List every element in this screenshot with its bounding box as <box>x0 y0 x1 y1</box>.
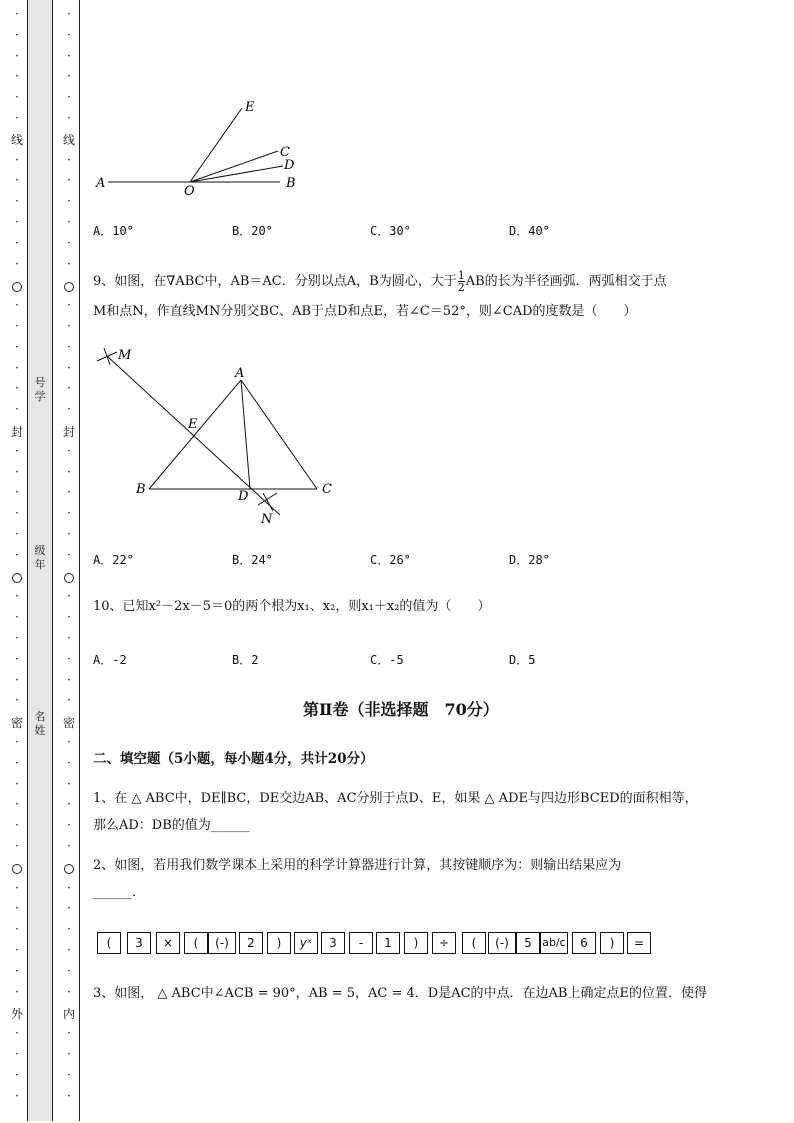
margin-dot: · <box>15 880 19 895</box>
margin-dot: · <box>15 755 19 770</box>
calc-key: ÷ <box>432 932 456 954</box>
margin-dot: · <box>15 256 19 271</box>
margin-dot: · <box>67 443 71 458</box>
margin-dot: · <box>67 984 71 999</box>
margin-circle-icon <box>12 864 22 874</box>
margin-char: 外 <box>10 1007 23 1021</box>
calc-key: 3 <box>321 932 345 954</box>
margin-char: 内 <box>62 1007 75 1021</box>
margin-circle-icon <box>12 573 22 583</box>
fig8-label-E: E <box>245 100 255 115</box>
margin-dot: · <box>67 547 71 562</box>
student-number-label: 号学 <box>34 376 46 403</box>
calc-key: 6 <box>572 932 596 954</box>
q10-text: 10、已知x²－2x－5＝0的两个根为x₁、x₂，则x₁＋x₂的值为（ ） <box>93 599 491 614</box>
margin-dot: · <box>15 381 19 396</box>
q8-option-b: B．20° <box>232 224 273 238</box>
margin-dot: · <box>67 506 71 521</box>
margin-dot: · <box>67 360 71 375</box>
margin-dot: · <box>15 693 19 708</box>
margin-dot: · <box>67 610 71 625</box>
q9-option-c: C．26° <box>370 553 411 567</box>
margin-dot: · <box>15 443 19 458</box>
margin-dot: · <box>15 547 19 562</box>
margin-dot: · <box>15 235 19 250</box>
margin-dot: · <box>67 7 71 21</box>
margin-dot: · <box>15 319 19 333</box>
margin-dot: · <box>67 943 71 957</box>
margin-dot: · <box>15 589 19 604</box>
margin-dot: · <box>67 319 71 333</box>
margin-dot: · <box>15 1067 19 1082</box>
figure-q8-angles <box>90 95 320 200</box>
fig8-label-A: A <box>96 176 106 191</box>
name-label: 名姓 <box>34 710 46 737</box>
fig8-label-D: D <box>284 158 295 173</box>
margin-dot: · <box>67 256 71 271</box>
margin-dot: · <box>67 1067 71 1082</box>
margin-dot: · <box>15 901 19 916</box>
margin-dot: · <box>67 797 71 812</box>
margin-dot: · <box>67 651 71 666</box>
margin-dot: · <box>67 381 71 396</box>
fill1-line1: 1、在 △ ABC中，DE∥BC，DE交边AB、AC分别于点D、E，如果 △ ADE与四边形BCED的面积相等， <box>93 791 698 806</box>
margin-dot: · <box>15 1047 19 1061</box>
margin-dot: · <box>15 485 19 500</box>
margin-dot: · <box>15 527 19 541</box>
fig9-label-M: M <box>118 348 132 363</box>
q8-option-c: C．30° <box>370 224 411 238</box>
margin-dot: · <box>67 693 71 708</box>
margin-dot: · <box>15 402 19 417</box>
margin-dot: · <box>15 1026 19 1041</box>
fig9-label-B: B <box>136 482 146 497</box>
q10-option-d: D．5 <box>509 653 536 667</box>
fig8-label-B: B <box>286 176 296 191</box>
margin-dot: · <box>15 69 19 84</box>
margin-dot: · <box>67 880 71 895</box>
fig9-label-C: C <box>322 482 332 497</box>
margin-dot: · <box>15 610 19 625</box>
margin-dot: · <box>15 215 19 229</box>
margin-dot: · <box>67 194 71 209</box>
margin-char: 线 <box>62 133 75 147</box>
margin-dot: · <box>15 360 19 375</box>
q8-option-a: A．10° <box>93 224 134 238</box>
margin-circle-icon <box>12 282 22 292</box>
margin-dot: · <box>15 7 19 21</box>
margin-dot: · <box>67 818 71 833</box>
q10-option-a: A．-2 <box>93 653 127 667</box>
margin-dot: · <box>15 152 19 167</box>
margin-dot: · <box>67 839 71 853</box>
margin-dot: · <box>67 339 71 354</box>
calc-key: ab/c <box>540 932 568 954</box>
margin-circle-icon <box>64 864 74 874</box>
fig9-label-E: E <box>188 417 198 432</box>
margin-dot: · <box>15 173 19 188</box>
fig9-label-D: D <box>238 489 249 504</box>
margin-dot: · <box>15 298 19 313</box>
calc-key: 2 <box>239 932 263 954</box>
margin-dot: · <box>15 776 19 791</box>
calc-key: 5 <box>516 932 540 954</box>
fill2-line2: ______． <box>93 885 146 900</box>
margin-char: 封 <box>62 425 75 439</box>
calc-key: 1 <box>376 932 400 954</box>
fig9-label-A: A <box>235 366 245 381</box>
section2-title: 二、填空题（5小题，每小题4分，共计20分） <box>93 751 374 767</box>
fill3-line1: 3、如图， △ ABC中∠ACB = 90°，AB = 5，AC = 4．D是AC的中点．在边AB上确定点E的位置．使得 <box>93 986 707 1001</box>
margin-dot: · <box>67 48 71 63</box>
margin-dot: · <box>15 735 19 749</box>
margin-dot: · <box>15 339 19 354</box>
margin-dot: · <box>15 922 19 937</box>
margin-dot: · <box>67 963 71 978</box>
margin-dot: · <box>67 298 71 313</box>
calc-key: 3 <box>127 932 151 954</box>
margin-dot: · <box>67 152 71 167</box>
q8-option-d: D．40° <box>509 224 550 238</box>
margin-dot: · <box>67 90 71 105</box>
q10-option-c: C．-5 <box>370 653 404 667</box>
calc-key: (-) <box>208 932 236 954</box>
calc-key: ) <box>267 932 291 954</box>
margin-dot: · <box>67 235 71 250</box>
fig8-label-O: O <box>184 184 195 199</box>
margin-dot: · <box>15 963 19 978</box>
margin-dot: · <box>67 755 71 770</box>
margin-char: 密 <box>62 716 75 730</box>
margin-dot: · <box>67 402 71 417</box>
margin-dot: · <box>67 735 71 749</box>
margin-dot: · <box>15 651 19 666</box>
calc-key: ( <box>97 932 121 954</box>
margin-dot: · <box>15 506 19 521</box>
margin-dot: · <box>15 672 19 687</box>
margin-dot: · <box>15 818 19 833</box>
margin-char: 线 <box>10 133 23 147</box>
grade-label: 级年 <box>34 544 46 571</box>
margin-dot: · <box>15 943 19 957</box>
q10-option-b: B．2 <box>232 653 259 667</box>
margin-dot: · <box>67 215 71 229</box>
calc-key: ( <box>462 932 486 954</box>
q9-option-a: A．22° <box>93 553 134 567</box>
margin-dot: · <box>15 464 19 479</box>
margin-dot: · <box>15 1088 19 1103</box>
margin-dot: · <box>15 194 19 209</box>
margin-dot: · <box>15 90 19 105</box>
margin-dot: · <box>67 527 71 541</box>
q9-fraction: $\frac{1}{2}$ <box>457 269 465 294</box>
margin-dot: · <box>15 631 19 645</box>
margin-dot: · <box>67 672 71 687</box>
calc-key: - <box>349 932 373 954</box>
margin-dot: · <box>67 776 71 791</box>
calc-key: ) <box>404 932 428 954</box>
calc-key: ) <box>600 932 624 954</box>
margin-dot: · <box>15 48 19 63</box>
calc-key: = <box>627 932 651 954</box>
q9-option-b: B．24° <box>232 553 273 567</box>
margin-dot: · <box>15 984 19 999</box>
q9-line2: M和点N，作直线MN分别交BC、AB于点D和点E，若∠C＝52°，则∠CAD的度数是（ ） <box>93 304 637 319</box>
q9-option-d: D．28° <box>509 553 550 567</box>
calc-key: × <box>156 932 180 954</box>
calc-key: yˣ <box>294 932 318 954</box>
calc-key: ( <box>184 932 208 954</box>
margin-char: 密 <box>10 716 23 730</box>
margin-dot: · <box>67 1026 71 1041</box>
margin-rule <box>79 0 80 1121</box>
margin-circle-icon <box>64 573 74 583</box>
fig9-label-N: N <box>261 512 273 527</box>
margin-dot: · <box>67 27 71 42</box>
margin-dot: · <box>67 589 71 604</box>
margin-dot: · <box>67 901 71 916</box>
margin-dot: · <box>67 922 71 937</box>
calc-key: (-) <box>488 932 516 954</box>
fill1-line2: 那么AD：DB的值为______ <box>93 818 250 833</box>
margin-dot: · <box>15 111 19 125</box>
margin-dot: · <box>67 173 71 188</box>
fig8-label-C: C <box>280 145 290 160</box>
margin-dot: · <box>67 111 71 125</box>
margin-dot: · <box>15 797 19 812</box>
fill2-line1: 2、如图，若用我们数学课本上采用的科学计算器进行计算，其按键顺序为：则输出结果应为 <box>93 858 622 873</box>
part2-title: 第Ⅱ卷（非选择题 70分） <box>303 700 499 719</box>
margin-dot: · <box>67 1047 71 1061</box>
margin-dot: · <box>67 1088 71 1103</box>
margin-dot: · <box>15 839 19 853</box>
margin-circle-icon <box>64 282 74 292</box>
margin-dot: · <box>67 464 71 479</box>
margin-dot: · <box>67 69 71 84</box>
figure-q9-triangle <box>95 343 345 528</box>
margin-dot: · <box>15 27 19 42</box>
margin-dot: · <box>67 485 71 500</box>
margin-dot: · <box>67 631 71 645</box>
margin-char: 封 <box>10 425 23 439</box>
q9-line1: 9、如图，在∇ABC中，AB＝AC．分别以点A，B为圆心，大于 $\frac{1}{2}$ AB的长为半径画弧．两弧相交于点 <box>93 269 667 294</box>
